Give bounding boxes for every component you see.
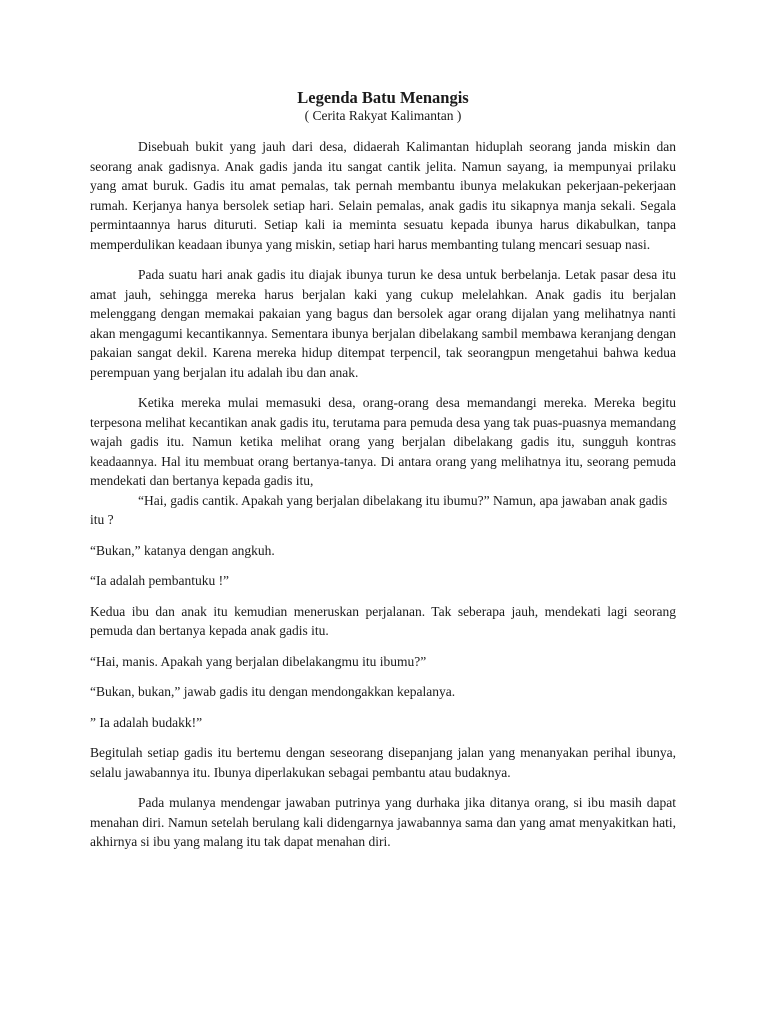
paragraph: Pada suatu hari anak gadis itu diajak ibunya turun ke desa untuk berbelanja. Letak pasar desa itu amat jauh, sehingga mereka harus berjalan kaki yang cukup melelahkan. Anak gadis itu berjalan melenggang dengan memakai pakaian yang bagus dan bersolek agar orang dijalan yang melihatnya nanti akan mengagumi kecantikannya. Sementara ibunya berjalan dibelakang sambil membawa keranjang dengan pakaian sangat dekil. Karena mereka hidup ditempat terpencil, tak seorangpun mengetahui bahwa kedua perempuan yang berjalan itu adalah ibu dan anak. — [90, 267, 676, 380]
dialog-line: ” Ia adalah budakk!” — [90, 714, 203, 730]
paragraph: Kedua ibu dan anak itu kemudian meneruskan perjalanan. Tak seberapa jauh, mendekati lagi seorang pemuda dan bertanya kepada anak gadis itu. — [90, 603, 676, 638]
paragraph: Begitulah setiap gadis itu bertemu dengan seseorang disepanjang jalan yang menanyakan perihal ibunya, selalu jawabannya itu. Ibunya diperlakukan sebagai pembantu atau budaknya. — [90, 745, 676, 780]
paragraph: Ketika mereka mulai memasuki desa, orang-orang desa memandangi mereka. Mereka begitu terpesona melihat kecantikan anak gadis itu, terutama para pemuda desa yang tak puas-puasnya memandang wajah gadis itu. Namun ketika melihat orang yang berjalan dibelakang gadis itu, sungguh kontras keadaannya. Hal itu membuat orang bertanya-tanya. Di antara orang yang melihatnya itu, seorang pemuda mendekati dan bertanya kepada gadis itu, — [90, 395, 676, 488]
document-subtitle: ( Cerita Rakyat Kalimantan ) — [304, 108, 462, 123]
paragraph: Pada mulanya mendengar jawaban putrinya yang durhaka jika ditanya orang, si ibu masih dapat menahan diri. Namun setelah berulang kali didengarnya jawabannya sama dan yang amat menyakitkan hati, akhirnya si ibu yang malang itu tak dapat menahan diri. — [90, 795, 676, 849]
dialog-line: “Bukan,” katanya dengan angkuh. — [90, 542, 275, 558]
dialog-paragraph: “Hai, gadis cantik. Apakah yang berjalan dibelakang itu ibumu?” Namun, apa jawaban anak gadis itu ? — [90, 492, 668, 527]
document-title: Legenda Batu Menangis — [297, 88, 469, 107]
dialog-line: “Ia adalah pembantuku !” — [90, 573, 230, 588]
paragraph: Disebuah bukit yang jauh dari desa, didaerah Kalimantan hiduplah seorang janda miskin dan seorang anak gadisnya. Anak gadis janda itu sangat cantik jelita. Namun sayang, ia mempunyai prilaku yang amat buruk. Gadis itu amat pemalas, tak pernah membantu ibunya melakukan pekerjaan-pekerjaan rumah. Kerjanya hanya bersolek setiap hari. Selain pemalas, anak gadis itu sikapnya manja sekali. Segala permintaannya harus dituruti. Setiap kali ia meminta sesuatu kepada ibunya harus dikabulkan, tanpa memperdulikan keadaan ibunya yang miskin, setiap hari harus membanting tulang mencari sesuap nasi. — [90, 139, 676, 252]
document-page — [90, 88, 676, 852]
dialog-line: “Bukan, bukan,” jawab gadis itu dengan mendongakkan kepalanya. — [90, 684, 456, 699]
dialog-line: “Hai, manis. Apakah yang berjalan dibelakangmu itu ibumu?” — [90, 653, 427, 669]
